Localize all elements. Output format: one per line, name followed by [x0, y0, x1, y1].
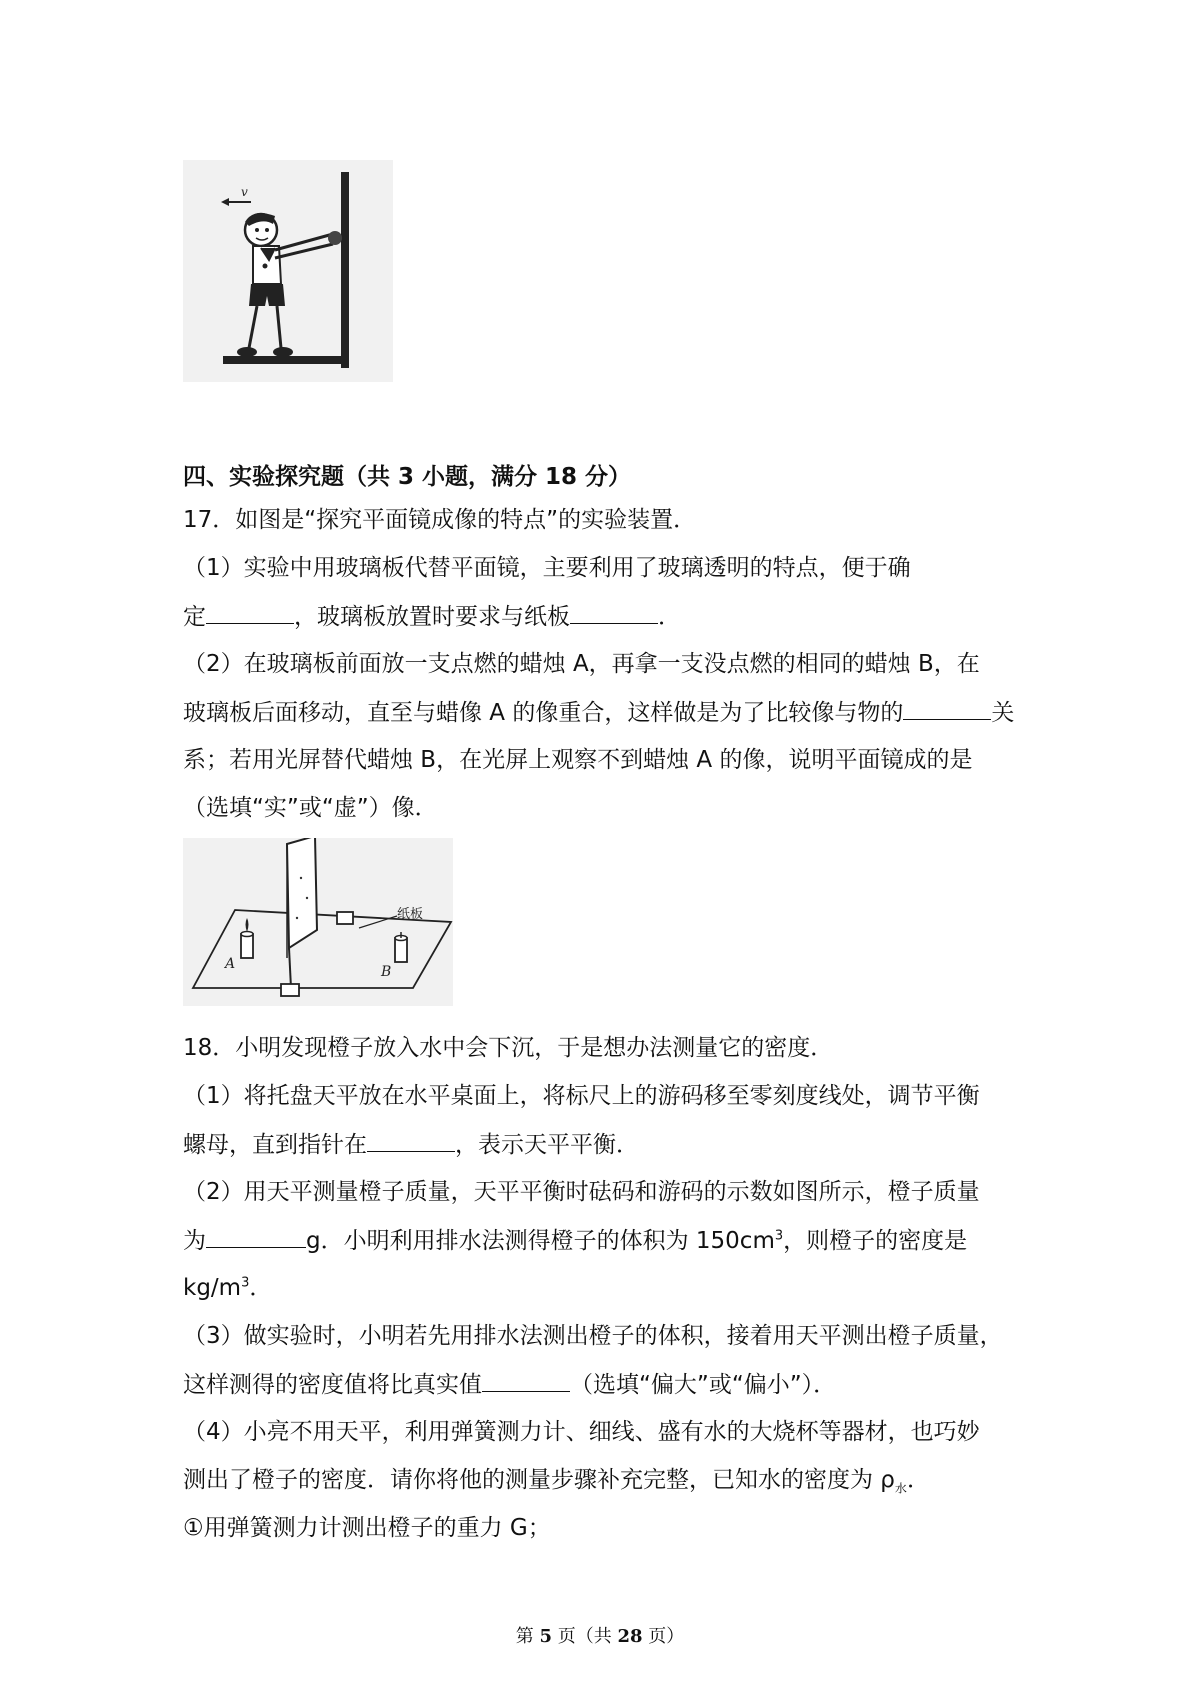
q18-step1 [183, 1513, 551, 1543]
q17-p2-text2b: 关 [991, 700, 1015, 726]
label-candle-a: A [225, 956, 236, 972]
q18-p1-text2b: ，表示天平平衡． [455, 1132, 639, 1158]
q17-p2-line3 [183, 745, 972, 775]
q18-p4-text2b: ． [906, 1467, 930, 1493]
q18-p3-text2b: （选填“偏大”或“偏小”）． [570, 1372, 837, 1398]
q17-p2-text4: （选填“实”或“虚”）像． [183, 795, 438, 821]
q18-p2-sup1: 3 [774, 1228, 784, 1244]
q18-blank-1[interactable] [367, 1129, 455, 1152]
q18-p2-text1: （2）用天平测量橙子质量，天平平衡时砝码和游码的示数如图所示，橙子质量 [183, 1179, 980, 1205]
figure-boy-pushing-wall [183, 160, 393, 382]
q17-p2-line4 [183, 793, 438, 823]
q18-p4-text1: （4）小亮不用天平，利用弹簧测力计、细线、盛有水的大烧杯等器材，也巧妙 [183, 1419, 980, 1445]
q17-p1-text2b: ，玻璃板放置时要求与纸板 [294, 604, 570, 630]
page-footer [0, 1622, 1200, 1648]
q18-p2-line3 [183, 1273, 272, 1303]
q18-p4-sub: 水 [894, 1481, 907, 1496]
q18-step1-text: ①用弹簧测力计测出橙子的重力 G； [183, 1515, 551, 1541]
q18-p3-text1: （3）做实验时，小明若先用排水法测出橙子的体积，接着用天平测出橙子质量， [183, 1323, 1003, 1349]
q18-p1-line1 [183, 1081, 980, 1111]
q18-p2-text3a: kg/m [183, 1275, 242, 1301]
footer-suffix: 页） [642, 1626, 685, 1647]
q18-title [183, 1033, 833, 1063]
q17-p1-text2c: ． [658, 604, 681, 630]
q17-blank-1[interactable] [206, 601, 294, 624]
q17-p1-line2 [183, 601, 681, 632]
q17-p1-text1: （1）实验中用玻璃板代替平面镜，主要利用了玻璃透明的特点，便于确 [183, 555, 911, 581]
q17-p1-line1 [183, 553, 911, 583]
q18-p1-text1: （1）将托盘天平放在水平桌面上，将标尺上的游码移至零刻度线处，调节平衡 [183, 1083, 980, 1109]
q18-p4-line1 [183, 1417, 980, 1447]
q17-blank-3[interactable] [903, 697, 991, 720]
q17-p2-text3: 系；若用光屏替代蜡烛 B，在光屏上观察不到蜡烛 A 的像，说明平面镜成的是 [183, 747, 973, 773]
q18-p1-line2 [183, 1129, 639, 1160]
q18-p2-sup2: 3 [241, 1275, 250, 1291]
q18-p3-line1 [183, 1321, 1003, 1351]
q17-p2-line1 [183, 649, 980, 679]
q18-p3-text2a: 这样测得的密度值将比真实值 [183, 1372, 482, 1398]
footer-total-pages: 28 [617, 1626, 643, 1647]
q17-title-text: 17．如图是“探究平面镜成像的特点”的实验装置． [183, 507, 697, 533]
figure-mirror-experiment [183, 838, 453, 1006]
q18-p2-text2a: 为 [183, 1228, 206, 1254]
q18-p2-text3b: ． [249, 1275, 273, 1301]
label-candle-b: B [381, 964, 392, 980]
q18-p3-line2 [183, 1369, 836, 1400]
q18-p2-text2c: ，则橙子的密度是 [783, 1228, 968, 1254]
q18-blank-2[interactable] [206, 1225, 306, 1248]
footer-prefix: 第 [515, 1626, 540, 1647]
velocity-label: v [241, 185, 248, 199]
q18-p2-line1 [183, 1177, 980, 1207]
q18-p2-text2b: g．小明利用排水法测得橙子的体积为 150cm [306, 1228, 775, 1254]
q17-p2-text1: （2）在玻璃板前面放一支点燃的蜡烛 A，再拿一支没点燃的相同的蜡烛 B，在 [183, 651, 980, 677]
section-heading: 四、实验探究题（共 3 小题，满分 18 分） [183, 464, 632, 490]
q17-p2-text2a: 玻璃板后面移动，直至与蜡像 A 的像重合，这样做是为了比较像与物的 [183, 700, 904, 726]
q18-title-text: 18．小明发现橙子放入水中会下沉，于是想办法测量它的密度． [183, 1035, 834, 1061]
q18-p1-text2a: 螺母，直到指针在 [183, 1132, 367, 1158]
q18-blank-3[interactable] [482, 1369, 570, 1392]
q17-p1-text2a: 定 [183, 604, 206, 630]
footer-middle: 页（共 [552, 1626, 618, 1647]
q18-p4-line2 [183, 1465, 930, 1495]
q17-blank-2[interactable] [570, 601, 658, 624]
footer-page-number: 5 [539, 1626, 552, 1647]
q17-p2-line2 [183, 697, 1014, 728]
q17-title [183, 505, 696, 535]
q18-p2-line2 [183, 1225, 967, 1256]
label-paper-board: 纸板 [397, 907, 424, 922]
q18-p4-text2a: 测出了橙子的密度．请你将他的测量步骤补充完整，已知水的密度为 ρ [183, 1467, 895, 1493]
